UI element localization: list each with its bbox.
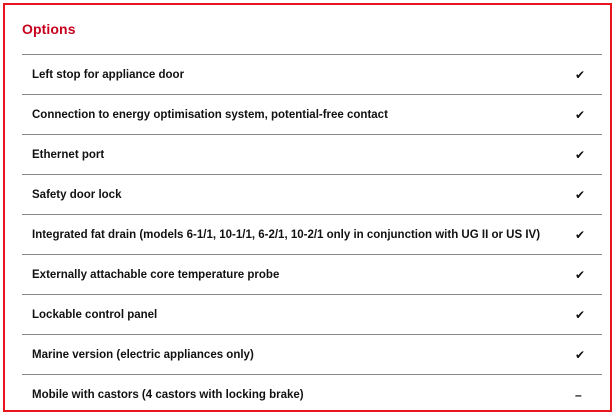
option-label: Connection to energy optimisation system, potential-free contact bbox=[32, 108, 388, 121]
table-row bbox=[22, 94, 602, 134]
option-label: Integrated fat drain (models 6-1/1, 10-1/1, 6-2/1, 10-2/1 only in conjunction with UG II or US IV) bbox=[32, 228, 541, 241]
checkmark-icon: ✔ bbox=[575, 267, 586, 282]
option-label: Ethernet port bbox=[32, 148, 105, 161]
table-row bbox=[22, 374, 602, 412]
section-title: Options bbox=[22, 21, 76, 37]
table-row bbox=[22, 254, 602, 294]
table-row bbox=[22, 294, 602, 334]
table-row bbox=[22, 214, 602, 254]
checkmark-icon: ✔ bbox=[575, 187, 586, 202]
dash-icon: – bbox=[575, 387, 582, 402]
checkmark-icon: ✔ bbox=[575, 347, 586, 362]
option-label: Safety door lock bbox=[32, 188, 122, 201]
checkmark-icon: ✔ bbox=[575, 227, 586, 242]
table-row bbox=[22, 174, 602, 214]
option-label: Marine version (electric appliances only) bbox=[32, 348, 254, 361]
checkmark-icon: ✔ bbox=[575, 307, 586, 322]
option-label: Left stop for appliance door bbox=[32, 68, 185, 81]
table-row bbox=[22, 54, 602, 94]
checkmark-icon: ✔ bbox=[575, 147, 586, 162]
option-label: Lockable control panel bbox=[32, 308, 158, 321]
checkmark-icon: ✔ bbox=[575, 67, 586, 82]
option-label: Mobile with castors (4 castors with locking brake) bbox=[32, 388, 304, 401]
options-panel bbox=[3, 3, 612, 412]
table-row bbox=[22, 334, 602, 374]
option-label: Externally attachable core temperature probe bbox=[32, 268, 280, 281]
options-table bbox=[22, 54, 602, 412]
table-row bbox=[22, 134, 602, 174]
checkmark-icon: ✔ bbox=[575, 107, 586, 122]
